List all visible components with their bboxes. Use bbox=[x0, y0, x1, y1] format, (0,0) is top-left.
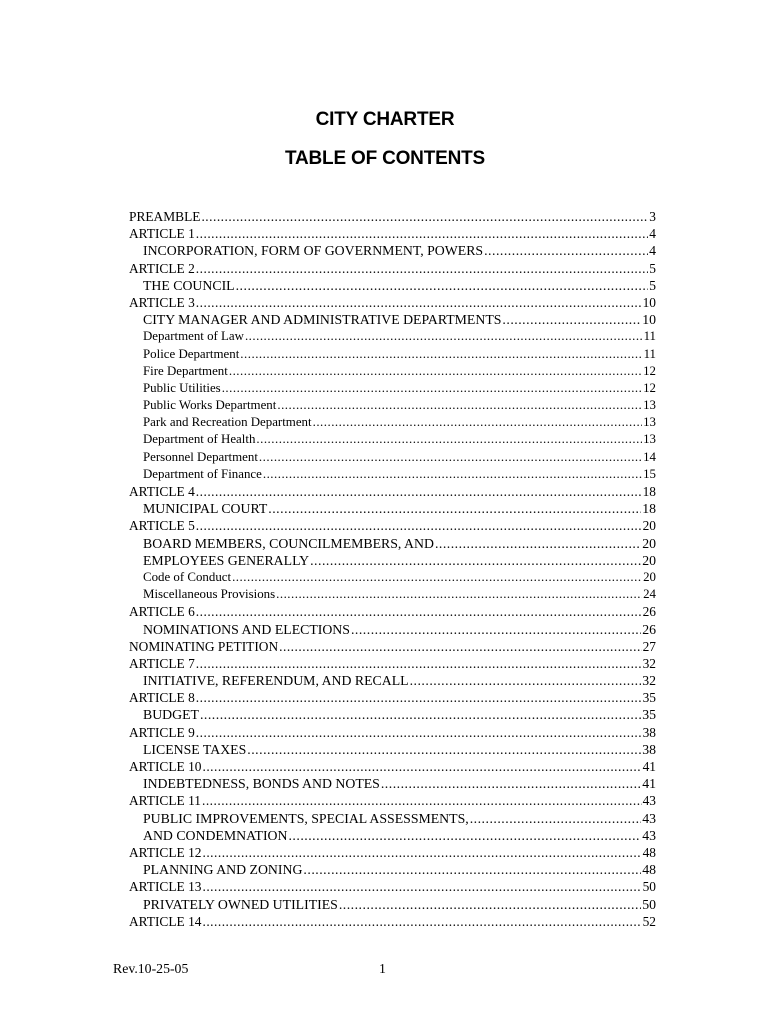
toc-entry-title: ARTICLE 1 bbox=[129, 226, 195, 242]
toc-entry[interactable] bbox=[129, 913, 656, 930]
toc-dot-leader bbox=[200, 706, 641, 723]
revision-date: Rev.10-25-05 bbox=[113, 961, 189, 976]
toc-entry-title: ARTICLE 2 bbox=[129, 260, 195, 276]
toc-entry-page: 12 bbox=[643, 363, 656, 378]
toc-dot-leader bbox=[202, 878, 641, 895]
toc-dot-leader bbox=[339, 896, 641, 913]
toc-dot-leader bbox=[303, 861, 641, 878]
toc-entry[interactable] bbox=[129, 706, 656, 723]
toc-entry[interactable] bbox=[129, 569, 656, 586]
table-of-contents bbox=[129, 208, 656, 930]
toc-dot-leader bbox=[222, 380, 642, 397]
toc-entry-title: Department of Finance bbox=[143, 466, 262, 481]
toc-dot-leader bbox=[202, 758, 641, 775]
toc-entry[interactable] bbox=[129, 621, 656, 638]
toc-dot-leader bbox=[202, 913, 641, 930]
toc-entry-title: ARTICLE 8 bbox=[129, 690, 195, 706]
toc-dot-leader bbox=[245, 328, 643, 345]
toc-dot-leader bbox=[277, 397, 642, 414]
toc-dot-leader bbox=[196, 225, 649, 242]
document-title: CITY CHARTER bbox=[315, 109, 455, 130]
toc-entry-title: INITIATIVE, REFERENDUM, AND RECALL bbox=[143, 673, 409, 689]
toc-entry[interactable] bbox=[129, 328, 656, 345]
toc-entry[interactable] bbox=[129, 225, 656, 242]
toc-entry-title: BUDGET bbox=[143, 707, 199, 723]
toc-entry-title: ARTICLE 10 bbox=[129, 759, 202, 774]
toc-dot-leader bbox=[279, 638, 641, 655]
toc-entry-page: 50 bbox=[642, 896, 656, 912]
toc-dot-leader bbox=[484, 242, 648, 259]
toc-entry-title: PUBLIC IMPROVEMENTS, SPECIAL ASSESSMENTS, bbox=[143, 810, 469, 826]
toc-entry-page: 13 bbox=[643, 432, 656, 447]
toc-entry-page: 12 bbox=[643, 380, 656, 395]
toc-entry[interactable] bbox=[129, 242, 656, 259]
toc-entry-title: Personnel Department bbox=[143, 449, 258, 464]
toc-entry-page: 10 bbox=[642, 294, 656, 310]
toc-entry-page: 13 bbox=[643, 415, 656, 430]
toc-entry[interactable] bbox=[129, 775, 656, 792]
toc-dot-leader bbox=[202, 844, 641, 861]
toc-entry-title: PLANNING AND ZONING bbox=[143, 862, 303, 878]
toc-dot-leader bbox=[229, 363, 642, 380]
toc-entry[interactable] bbox=[129, 758, 656, 775]
toc-dot-leader bbox=[351, 621, 641, 638]
toc-dot-leader bbox=[263, 466, 642, 483]
toc-entry-title: ARTICLE 6 bbox=[129, 604, 195, 620]
toc-entry-page: 20 bbox=[642, 518, 656, 534]
toc-dot-leader bbox=[313, 414, 643, 431]
toc-entry-title: EMPLOYEES GENERALLY bbox=[143, 552, 310, 568]
toc-entry-title: Public Works Department bbox=[143, 398, 277, 413]
toc-dot-leader bbox=[202, 792, 642, 809]
toc-entry[interactable] bbox=[129, 260, 656, 277]
toc-entry-page: 27 bbox=[642, 638, 656, 654]
toc-entry[interactable] bbox=[129, 466, 656, 483]
toc-entry[interactable] bbox=[129, 655, 656, 672]
toc-entry-page: 41 bbox=[642, 759, 656, 774]
toc-entry-page: 3 bbox=[649, 209, 656, 224]
toc-entry-title: ARTICLE 9 bbox=[129, 724, 195, 740]
toc-entry[interactable] bbox=[129, 311, 656, 328]
toc-entry[interactable] bbox=[129, 861, 656, 878]
toc-dot-leader bbox=[196, 483, 642, 500]
document-subtitle: TABLE OF CONTENTS bbox=[285, 148, 485, 169]
toc-entry[interactable] bbox=[129, 827, 656, 844]
toc-entry[interactable] bbox=[129, 380, 656, 397]
toc-entry-page: 18 bbox=[642, 484, 656, 499]
toc-entry[interactable] bbox=[129, 346, 656, 363]
toc-entry-title: NOMINATING PETITION bbox=[129, 638, 279, 654]
toc-entry-title: PREAMBLE bbox=[129, 209, 201, 224]
toc-dot-leader bbox=[310, 552, 641, 569]
toc-entry[interactable] bbox=[129, 672, 656, 689]
toc-dot-leader bbox=[470, 810, 642, 827]
toc-entry-title: INDEBTEDNESS, BONDS AND NOTES bbox=[143, 776, 380, 792]
toc-entry[interactable] bbox=[129, 363, 656, 380]
toc-entry-page: 4 bbox=[649, 243, 656, 259]
toc-entry[interactable] bbox=[129, 208, 656, 225]
toc-entry-page: 43 bbox=[642, 793, 656, 809]
toc-dot-leader bbox=[196, 689, 642, 706]
toc-dot-leader bbox=[196, 294, 642, 311]
toc-entry[interactable] bbox=[129, 552, 656, 569]
toc-dot-leader bbox=[259, 449, 642, 466]
toc-entry-title: Police Department bbox=[143, 346, 240, 361]
toc-entry-page: 38 bbox=[642, 741, 656, 757]
toc-entry-page: 13 bbox=[643, 398, 656, 413]
toc-entry-page: 24 bbox=[643, 587, 656, 602]
toc-entry-title: ARTICLE 12 bbox=[129, 844, 202, 860]
toc-entry-page: 43 bbox=[642, 827, 656, 843]
toc-entry[interactable] bbox=[129, 535, 656, 552]
toc-entry-page: 15 bbox=[643, 466, 656, 481]
toc-entry-page: 11 bbox=[643, 346, 656, 361]
toc-entry[interactable] bbox=[129, 638, 656, 655]
toc-dot-leader bbox=[268, 500, 641, 517]
toc-dot-leader bbox=[232, 569, 642, 586]
toc-entry-title: NOMINATIONS AND ELECTIONS bbox=[143, 621, 350, 637]
toc-entry-title: Department of Law bbox=[143, 329, 244, 344]
toc-entry-title: AND CONDEMNATION bbox=[143, 827, 288, 843]
toc-entry-title: Park and Recreation Department bbox=[143, 415, 312, 430]
toc-entry-page: 20 bbox=[642, 552, 656, 568]
toc-entry-title: Code of Conduct bbox=[143, 569, 232, 584]
toc-entry-page: 35 bbox=[642, 690, 656, 706]
toc-entry-page: 20 bbox=[643, 569, 656, 584]
toc-entry-title: CITY MANAGER AND ADMINISTRATIVE DEPARTMENTS bbox=[143, 312, 502, 328]
toc-entry-title: ARTICLE 7 bbox=[129, 655, 195, 671]
toc-entry[interactable] bbox=[129, 810, 656, 827]
toc-entry-title: Miscellaneous Provisions bbox=[143, 587, 276, 602]
toc-entry-page: 43 bbox=[642, 810, 656, 826]
toc-dot-leader bbox=[276, 586, 642, 603]
toc-entry-title: BOARD MEMBERS, COUNCILMEMBERS, AND bbox=[143, 535, 434, 551]
toc-entry[interactable] bbox=[129, 431, 656, 448]
toc-dot-leader bbox=[196, 655, 642, 672]
toc-entry[interactable] bbox=[129, 277, 656, 294]
toc-entry[interactable] bbox=[129, 414, 656, 431]
toc-entry-page: 50 bbox=[642, 879, 656, 895]
toc-entry-title: INCORPORATION, FORM OF GOVERNMENT, POWERS bbox=[143, 243, 484, 259]
toc-entry[interactable] bbox=[129, 896, 656, 913]
toc-entry-title: Department of Health bbox=[143, 432, 256, 447]
toc-entry-page: 10 bbox=[642, 312, 656, 328]
toc-entry-page: 5 bbox=[649, 277, 656, 293]
toc-entry-title: PRIVATELY OWNED UTILITIES bbox=[143, 896, 338, 912]
toc-entry[interactable] bbox=[129, 878, 656, 895]
toc-entry-title: ARTICLE 4 bbox=[129, 484, 195, 499]
toc-entry-title: LICENSE TAXES bbox=[143, 741, 247, 757]
toc-entry-page: 48 bbox=[642, 844, 656, 860]
toc-entry[interactable] bbox=[129, 603, 656, 620]
toc-dot-leader bbox=[196, 724, 642, 741]
toc-entry-page: 32 bbox=[642, 673, 656, 689]
toc-dot-leader bbox=[196, 517, 642, 534]
toc-entry-title: ARTICLE 14 bbox=[129, 913, 202, 929]
toc-entry[interactable] bbox=[129, 844, 656, 861]
toc-entry-title: MUNICIPAL COURT bbox=[143, 501, 268, 517]
toc-entry-title: THE COUNCIL bbox=[143, 277, 235, 293]
toc-entry[interactable] bbox=[129, 724, 656, 741]
toc-entry[interactable] bbox=[129, 397, 656, 414]
toc-dot-leader bbox=[201, 208, 648, 225]
toc-entry-page: 26 bbox=[642, 604, 656, 620]
toc-entry[interactable] bbox=[129, 449, 656, 466]
toc-entry-page: 48 bbox=[642, 862, 656, 878]
toc-dot-leader bbox=[196, 603, 642, 620]
toc-dot-leader bbox=[435, 535, 641, 552]
toc-dot-leader bbox=[196, 260, 649, 277]
toc-entry[interactable] bbox=[129, 586, 656, 603]
toc-entry-page: 52 bbox=[642, 913, 656, 929]
toc-entry-title: ARTICLE 5 bbox=[129, 518, 195, 534]
toc-entry-page: 4 bbox=[649, 226, 656, 242]
toc-dot-leader bbox=[288, 827, 641, 844]
page-number: 1 bbox=[379, 961, 386, 976]
toc-entry[interactable] bbox=[129, 294, 656, 311]
toc-entry[interactable] bbox=[129, 689, 656, 706]
toc-entry[interactable] bbox=[129, 792, 656, 809]
toc-entry-page: 26 bbox=[642, 621, 656, 637]
toc-entry-page: 32 bbox=[642, 655, 656, 671]
toc-entry[interactable] bbox=[129, 500, 656, 517]
toc-entry-title: ARTICLE 11 bbox=[129, 793, 201, 809]
toc-dot-leader bbox=[502, 311, 641, 328]
toc-entry-page: 18 bbox=[642, 501, 656, 517]
toc-entry[interactable] bbox=[129, 517, 656, 534]
toc-dot-leader bbox=[247, 741, 641, 758]
toc-entry-title: ARTICLE 3 bbox=[129, 294, 195, 310]
toc-entry-title: ARTICLE 13 bbox=[129, 879, 202, 895]
toc-dot-leader bbox=[410, 672, 642, 689]
toc-entry-page: 14 bbox=[643, 449, 656, 464]
toc-dot-leader bbox=[240, 346, 642, 363]
toc-entry-page: 11 bbox=[643, 329, 656, 344]
toc-entry-page: 41 bbox=[642, 776, 656, 792]
toc-dot-leader bbox=[256, 431, 642, 448]
toc-entry[interactable] bbox=[129, 741, 656, 758]
toc-entry-title: Public Utilities bbox=[143, 380, 221, 395]
toc-dot-leader bbox=[236, 277, 649, 294]
toc-entry-page: 5 bbox=[649, 260, 656, 276]
toc-entry-title: Fire Department bbox=[143, 363, 228, 378]
toc-entry-page: 38 bbox=[642, 724, 656, 740]
toc-entry-page: 35 bbox=[642, 707, 656, 723]
toc-dot-leader bbox=[381, 775, 641, 792]
toc-entry[interactable] bbox=[129, 483, 656, 500]
toc-entry-page: 20 bbox=[642, 535, 656, 551]
